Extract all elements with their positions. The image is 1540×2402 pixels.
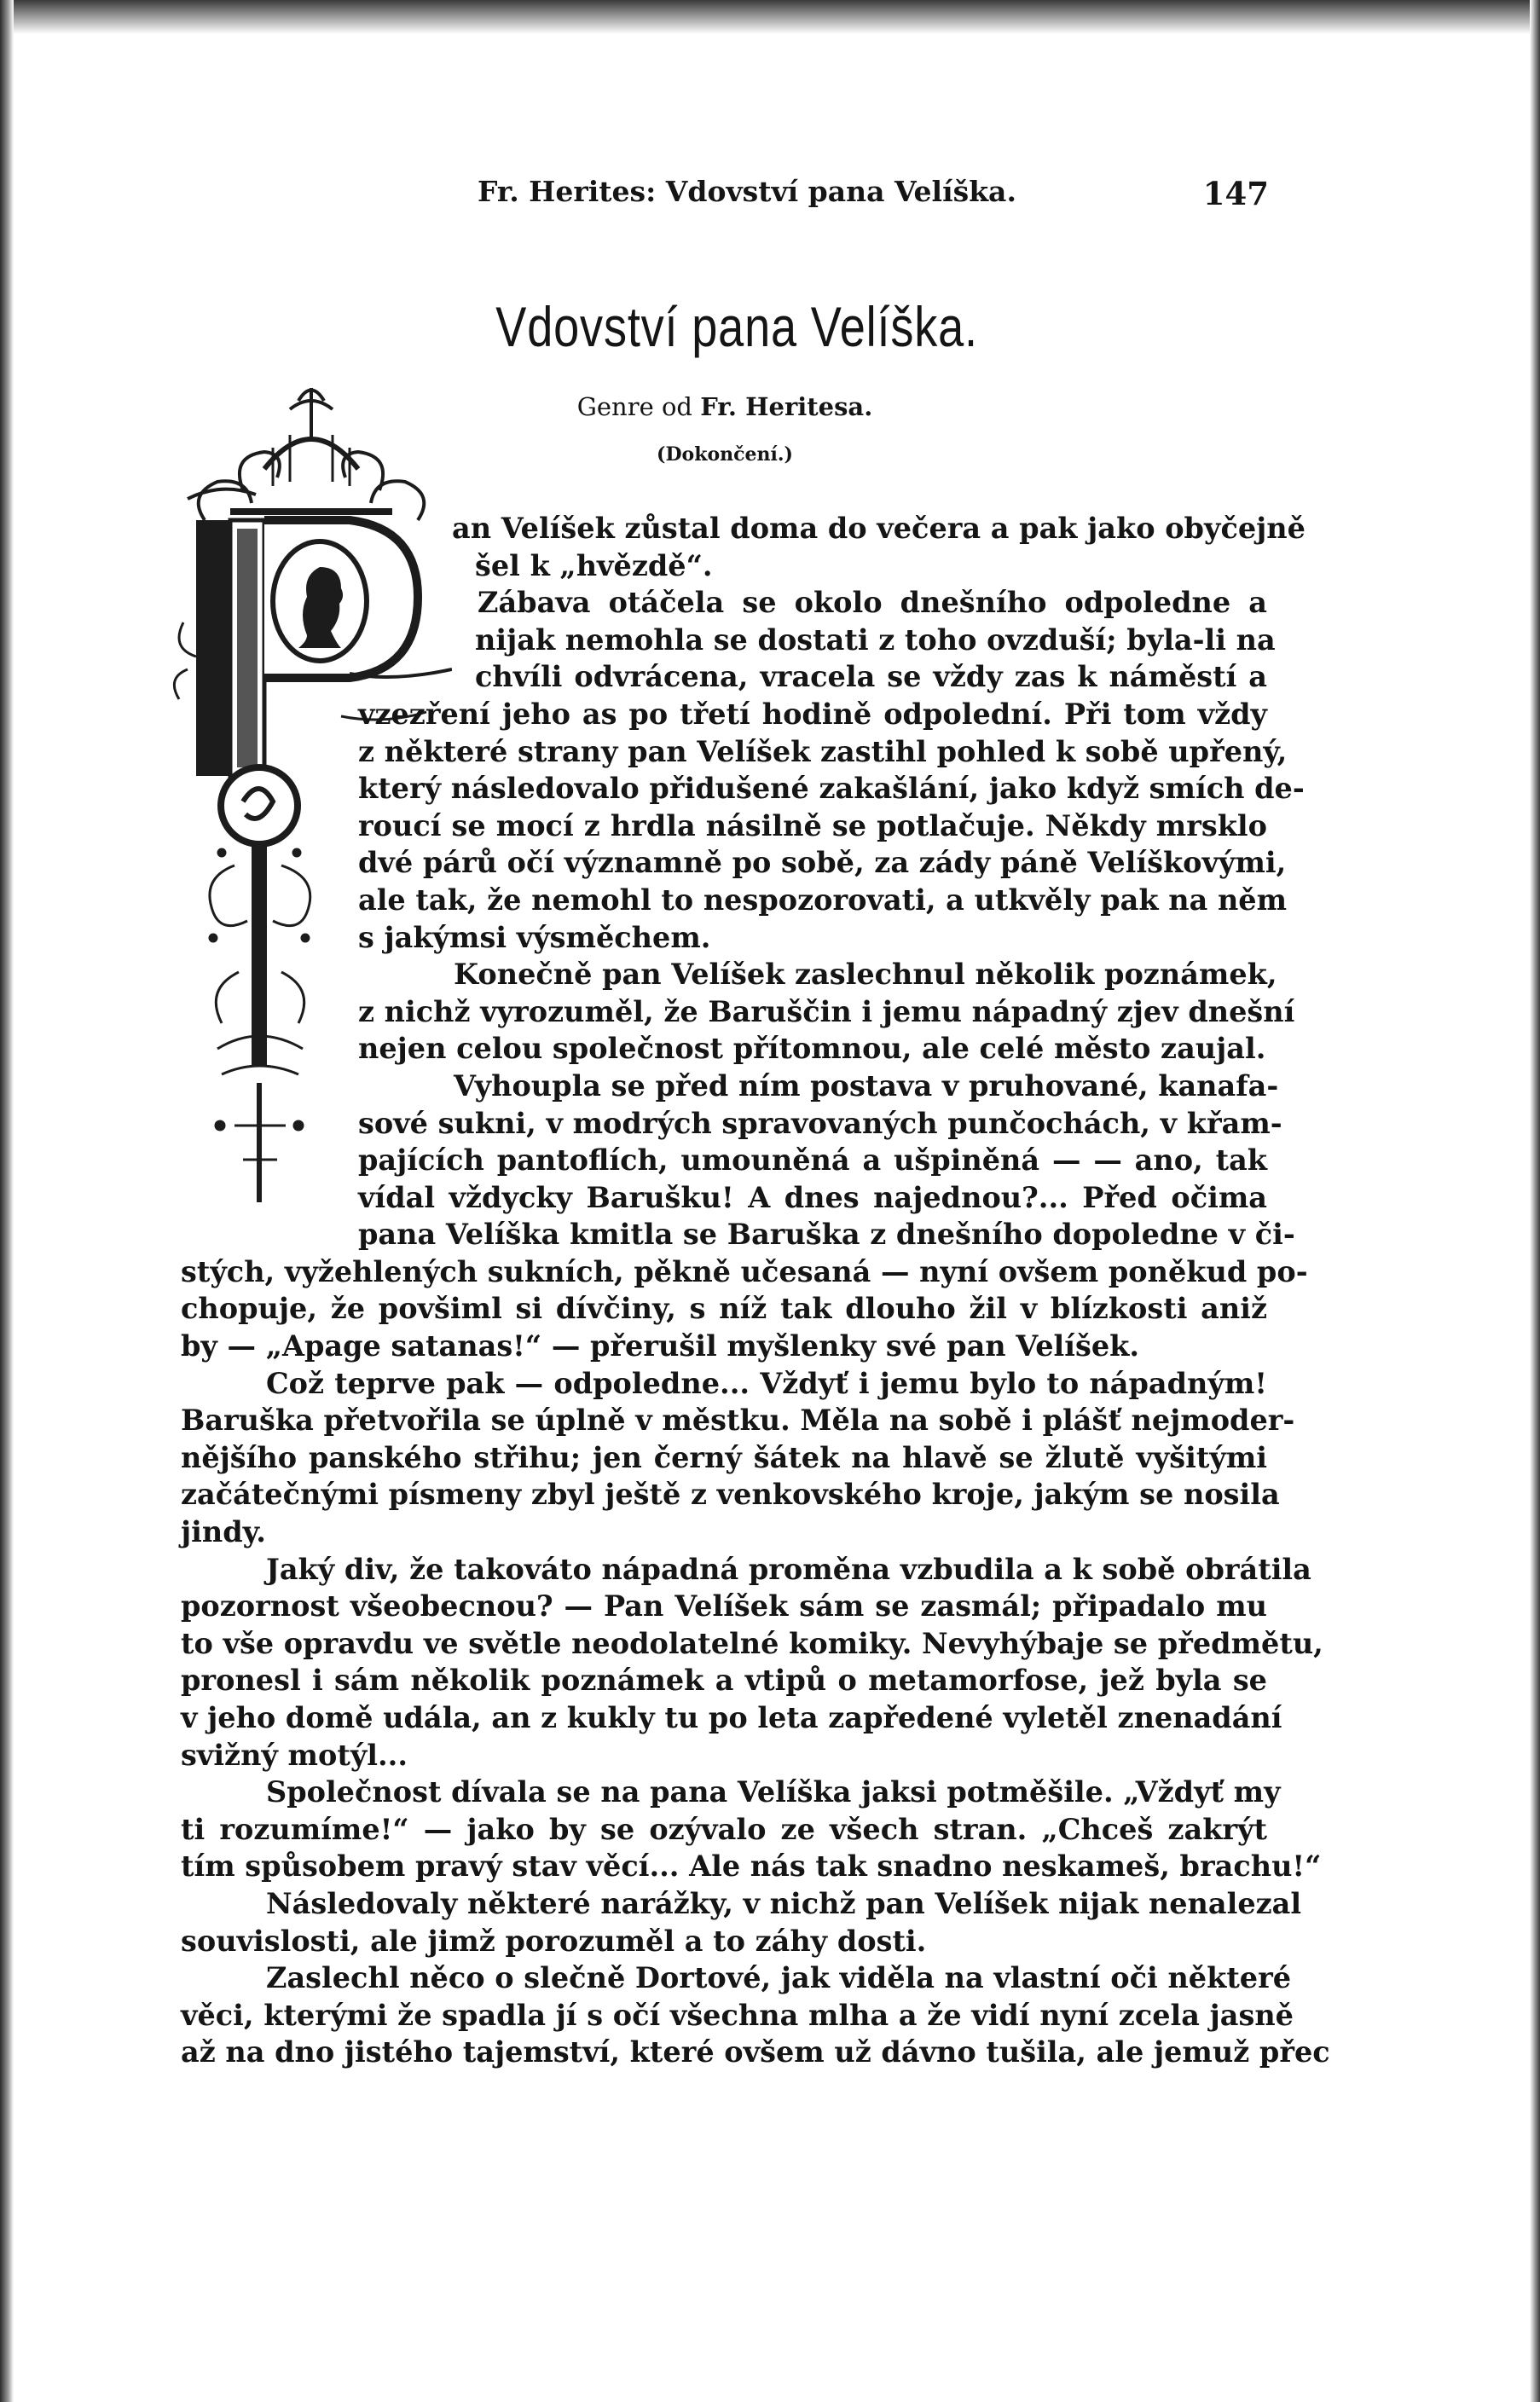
text-line: až na dno jistého tajemství, které ovšem už dávno tušila, ale jemuž přec xyxy=(181,2035,1330,2069)
text-line: s jakýmsi výsměchem. xyxy=(358,920,711,954)
text-line: pajících pantoflích, umouněná a ušpiněná — — ano, tak xyxy=(358,1143,1267,1178)
text-line: souvislosti, ale jimž porozuměl a to záhy dosti. xyxy=(181,1924,927,1958)
subtitle xyxy=(546,392,904,421)
text-line: dvé párů očí významně po sobě, za zády páně Velíškovými, xyxy=(358,846,1287,880)
text-line: ale tak, že nemohl to nespozorovati, a utkvěly pak na něm xyxy=(358,883,1288,917)
continued-note: (Dokončení.) xyxy=(657,443,793,466)
text-line: vídal vždycky Barušku! A dnes najednou?... Před očima xyxy=(358,1180,1267,1214)
text-line: věci, kterými že spadla jí s očí všechna mlha a že vidí nyní zcela jasně xyxy=(181,1998,1294,2032)
subtitle-prefix: Genre od xyxy=(576,392,692,421)
text-line: z některé strany pan Velíšek zastihl pohled k sobě upřený, xyxy=(358,734,1288,768)
text-line: sové sukni, v modrých spravovaných punčochách, v křam- xyxy=(358,1106,1282,1140)
text-line: v jeho domě udála, an z kukly tu po leta zapředené vyletěl znenadání xyxy=(181,1701,1282,1734)
text-line: to vše opravdu ve světle neodolatelné komiky. Nevyhýbaje se předmětu, xyxy=(181,1626,1323,1660)
text-line: pana Velíška kmitla se Baruška z dnešního dopoledne v či- xyxy=(358,1218,1295,1252)
text-line: svižný motýl... xyxy=(181,1738,408,1772)
text-line: roucí se mocí z hrdla násilně se potlačuje. Někdy mrsklo xyxy=(358,808,1267,842)
text-line: Což teprve pak — odpoledne... Vždyť i jemu bylo to nápadným! xyxy=(266,1366,1267,1400)
text-line: Vyhoupla se před ním postava v pruhované, kanafa- xyxy=(454,1068,1279,1103)
text-line: šel k „hvězdě“. xyxy=(475,548,713,582)
text-line: Baruška přetvořila se úplně v městku. Měla na sobě i plášť nejmoder- xyxy=(181,1404,1295,1438)
text-line: z nichž vyrozuměl, že Baruščin i jemu nápadný zjev dnešní xyxy=(358,994,1295,1028)
running-head xyxy=(478,175,1269,217)
text-line: nijak nemohla se dostati z toho ovzduší; byla-li na xyxy=(475,622,1276,657)
text-line: vzezření jeho as po třetí hodině odpolední. Při tom vždy xyxy=(358,697,1267,731)
text-line: pozornost všeobecnou? — Pan Velíšek sám se zasmál; připadalo mu xyxy=(181,1589,1267,1624)
text-line: Jaký div, že takováto nápadná proměna vzbudila a k sobě obrátila xyxy=(266,1552,1311,1586)
text-line: Zábava otáčela se okolo dnešního odpoledne a xyxy=(478,586,1267,620)
text-line: pronesl i sám několik poznámek a vtipů o metamorfose, jež byla se xyxy=(181,1664,1267,1698)
subtitle-author: Fr. Heritesa. xyxy=(700,392,873,421)
chapter-title: Vdovství pana Velíška. xyxy=(495,295,978,358)
text-line: by — „Apage satanas!“ — přerušil myšlenky své pan Velíšek. xyxy=(181,1329,1140,1363)
text-line: nejen celou společnost přítomnou, ale celé město zaujal. xyxy=(358,1032,1266,1066)
text-line: který následovalo přidušené zakašlání, jako když smích de- xyxy=(358,772,1305,806)
text-line: stých, vyžehlených sukních, pěkně učesaná — nyní ovšem poněkud po- xyxy=(181,1254,1308,1288)
text-line: Následovaly některé narážky, v nichž pan Velíšek nijak nenalezal xyxy=(266,1886,1302,1920)
text-line: chopuje, že povšiml si dívčiny, s níž tak dlouho žil v blízkosti aniž xyxy=(181,1292,1267,1326)
page-number: 147 xyxy=(1202,175,1269,212)
text-line: nějšího panského střihu; jen černý šátek na hlavě se žlutě vyšitými xyxy=(181,1440,1267,1474)
text-line: tím spůsobem pravý stav věcí... Ale nás tak snadno neskameš, brachu!“ xyxy=(181,1849,1322,1884)
text-line: Zaslechl něco o slečně Dortové, jak viděla na vlastní oči některé xyxy=(266,1961,1292,1995)
text-line: Konečně pan Velíšek zaslechnul několik poznámek, xyxy=(454,958,1277,992)
text-line: an Velíšek zůstal doma do večera a pak jako obyčejně xyxy=(452,512,1306,545)
text-line: chvíli odvrácena, vracela se vždy zas k náměstí a xyxy=(475,660,1267,694)
text-line: začátečnými písmeny zbyl ještě z venkovského kroje, jakým se nosila xyxy=(181,1478,1280,1512)
running-head-title: Fr. Herites: Vdovství pana Velíška. xyxy=(478,175,1016,208)
text-line: Společnost dívala se na pana Velíška jaksi potměšile. „Vždyť my xyxy=(266,1775,1281,1809)
text-line: ti rozumíme!“ — jako by se ozývalo ze všech stran. „Chceš zakrýt xyxy=(181,1812,1267,1846)
text-line: jindy. xyxy=(181,1515,266,1549)
body-text xyxy=(181,510,1330,2071)
